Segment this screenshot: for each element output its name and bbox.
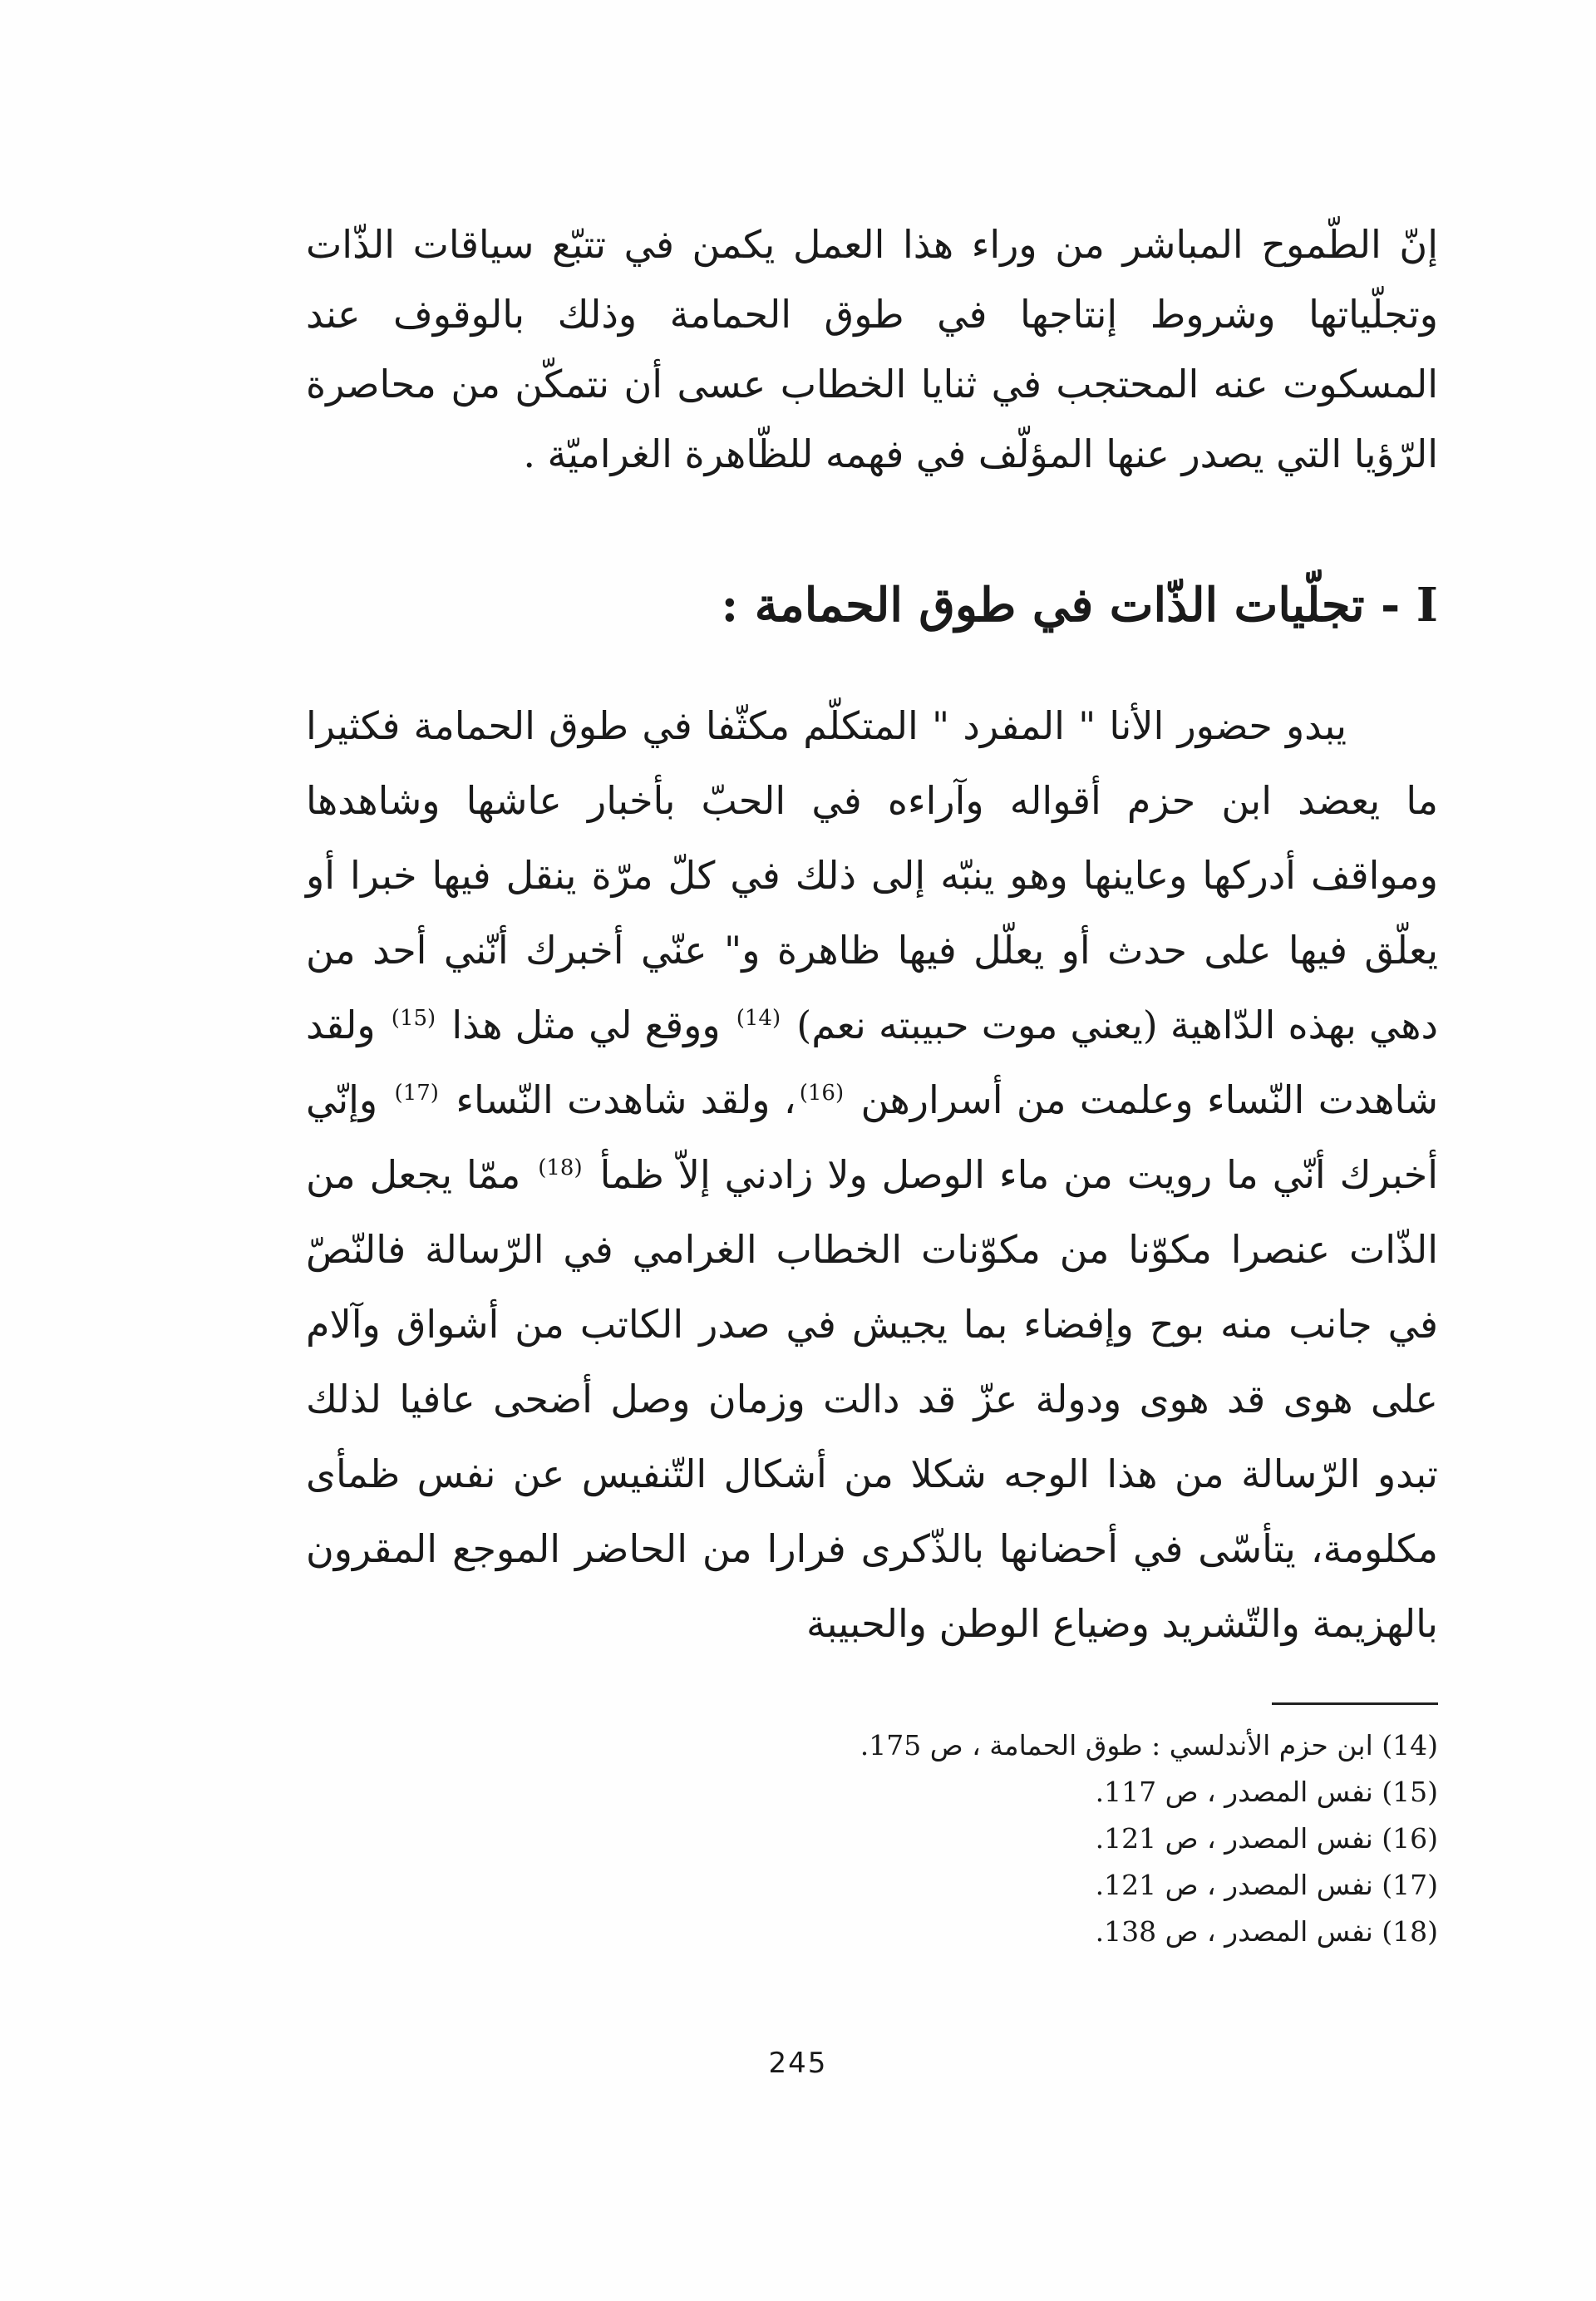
footnotes-list <box>615 1722 1438 1955</box>
section-title: - تجلّيات الذّات في طوق الحمامة : <box>721 578 1401 633</box>
body-segment: يبدو حضور الأنا " المفرد " المتكلّم مكثّفا في طوق الحمامة فكثيرا ما يعضد ابن حزم أقواله وآراءه في الحبّ بأخبار عاشها وشاهدها ومواقف أدركها وعاينها وهو ينبّه إلى ذلك في كلّ مرّة ينقل فيها خبرا أو يعلّق فيها على حدث أو يعلّل فيها ظاهرة و" عنّي أخبرك أنّني أحد من دهي بهذه الدّاهية (يعني موت حبيبته نعم) <box>306 703 1438 1047</box>
footnote-item: (17) نفس المصدر ، ص 121. <box>1095 1869 1438 1901</box>
body-segment: ، ولقد شاهدت النّساء <box>456 1077 796 1122</box>
footnote-item: (18) نفس المصدر ، ص 138. <box>1095 1915 1438 1948</box>
page-number: 245 <box>768 2047 828 2080</box>
footnote-item: (14) ابن حزم الأندلسي : طوق الحمامة ، ص 175. <box>860 1729 1438 1761</box>
footnote-ref[interactable]: (16) <box>799 1080 845 1106</box>
footnote-ref[interactable]: (14) <box>736 1005 781 1031</box>
footnote-item: (16) نفس المصدر ، ص 121. <box>1095 1822 1438 1855</box>
section-heading <box>306 572 1438 638</box>
footnote-ref[interactable]: (18) <box>538 1155 583 1180</box>
body-segment: ولقد شاهدت النّساء وعلمت من أسرارهن <box>306 1003 1439 1122</box>
intro-paragraph: إنّ الطّموح المباشر من وراء هذا العمل يكمن في تتبّع سياقات الذّات وتجلّياتها وشروط إنتاجها في طوق الحمامة وذلك بالوقوف عند المسكوت عنه المحتجب في ثنايا الخطاب عسى أن نتمكّن من محاصرة الرّؤيا التي يصدر عنها المؤلّف في فهمه للظّاهرة الغراميّة . <box>306 222 1438 476</box>
footnote-divider <box>1272 1702 1438 1705</box>
footnote-ref[interactable]: (17) <box>394 1080 439 1106</box>
footnote-ref[interactable]: (15) <box>391 1005 436 1031</box>
section-number: I <box>1416 578 1438 633</box>
body-segment: ممّا يجعل من الذّات عنصرا مكوّنا من مكوّنات الخطاب الغرامي في الرّسالة فالنّصّ في جانب منه بوح وإفضاء بما يجيش في صدر الكاتب من أشواق وآلام على هوى قد هوى ودولة عزّ قد دالت وزمان وصل أضحى عافيا لذلك تبدو الرّسالة من هذا الوجه شكلا من أشكال التّنفيس عن نفس ظمأى مكلومة، يتأسّى في أحضانها بالذّكرى فرارا من الحاضر الموجع المقرون بالهزيمة والتّشريد وضياع الوطن والحبيبة <box>306 1152 1438 1646</box>
body-paragraph <box>306 688 1438 1661</box>
body-segment: ووقع لي مثل هذا <box>451 1003 721 1047</box>
footnote-item: (15) نفس المصدر ، ص 117. <box>1095 1776 1438 1808</box>
body-segment: وإنّي أخبرك أنّي ما رويت من ماء الوصل ولا زادني إلاّ ظمأ <box>306 1077 1438 1197</box>
